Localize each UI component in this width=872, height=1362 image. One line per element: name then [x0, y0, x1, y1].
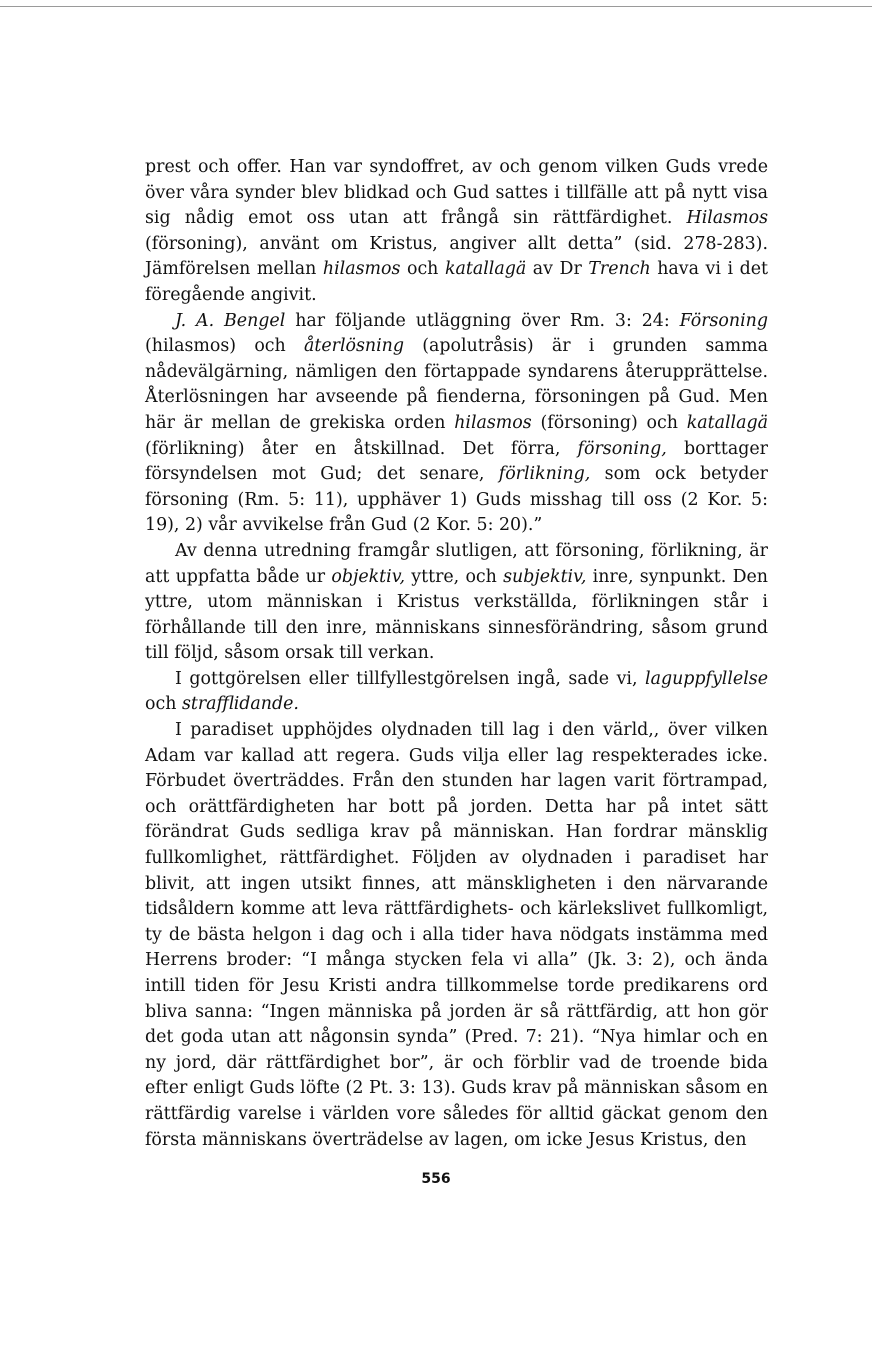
italic-run: förlikning,: [498, 464, 591, 485]
italic-run: hilasmos: [454, 412, 532, 433]
page-number: 556: [421, 1171, 451, 1187]
text-run: (förlikning) åter en åtskillnad. Det förra,: [145, 438, 578, 459]
italic-run: strafflidande.: [181, 694, 299, 715]
paragraph-3: [145, 539, 768, 667]
italic-run: katallagä: [686, 412, 768, 433]
text-run: inre, synpunkt. Den yttre, utom människan i Kristus verkställda, förlikningen står i förhållande till den inre, människans sinnesförändring, såsom grund till följd, såsom orsak till verkan.: [145, 566, 769, 664]
text-run: (försoning), använt om Kristus, angiver allt detta” (sid. 278-283). Jämförelsen mellan: [145, 233, 768, 280]
text-run: I paradiset upphöjdes olydnaden till lag i den värld,, över vilken Adam var kallad att regera. Guds vilja eller lag respekterades icke. Förbudet överträddes. Från den stunden har lagen varit förtrampad, och orättfärdigheten har bott på jorden. Detta har på intet sätt förändrat Guds sedliga krav på människan. Han fordrar mänsklig fullkomlighet, rättfärdighet. Följden av olydnaden i paradiset har blivit, att ingen utsikt finnes, att mänskligheten i den närvarande tidsåldern komme att leva rättfärdighets- och kärlekslivet fullkomligt, ty de bästa helgon i dag och i alla tider hava nödgats instämma med Herrens broder: “I många stycken fela vi alla” (Jk. 3: 2), och ända intill tiden för Jesu Kristi andra tillkommelse torde predikarens ord bliva sanna: “Ingen människa på jorden är så rättfärdig, att hon gör det goda utan att någonsin synda” (Pred. 7: 21). “Nya himlar och en ny jord, där rättfärdighet bor”, är och förblir vad de troende bida efter enligt Guds löfte (2 Pt. 3: 13). Guds krav på människan såsom en rättfärdig varelse i världen vore således för alltid gäckat genom den första människans överträdelse av lagen, om icke Jesus Kristus, den: [145, 720, 768, 1150]
text-run: (försoning) och: [531, 412, 687, 433]
paragraph-5: [145, 718, 768, 1153]
italic-run: subjektiv,: [503, 566, 587, 587]
text-run: (hilasmos) och: [145, 336, 304, 357]
text-run: I gottgörelsen eller tillfyllestgörelsen ingå, sade vi,: [175, 668, 646, 689]
italic-run: återlösning: [303, 336, 404, 357]
text-run: (apolutråsis) är i grunden samma nådevälgärning, nämligen den förtappade syndarens återupprättelse. Återlösningen har avseende på fienderna, försoningen på Gud. Men här är mellan de grekiska orden: [145, 336, 768, 433]
italic-run: katallagä: [444, 259, 527, 280]
text-run: yttre, och: [405, 566, 504, 587]
italic-run: Trench: [588, 259, 651, 280]
italic-run: Försoning: [679, 310, 768, 331]
italic-run: hilasmos: [322, 259, 401, 280]
text-run: som ock betyder försoning (Rm. 5: 11), upphäver 1) Guds misshag till oss (2 Kor. 5: 19), 2) vår avvikelse från Gud (2 Kor. 5: 20).”: [145, 464, 768, 536]
text-run: har följande utläggning över Rm. 3: 24:: [285, 310, 680, 331]
italic-run: försoning,: [577, 438, 667, 459]
italic-run: Hilasmos: [686, 208, 768, 229]
text-run: och: [400, 259, 445, 280]
text-run: av Dr: [526, 259, 589, 280]
text-run: prest och offer. Han var syndoffret, av och genom vilken Guds vrede över våra synder blev blidkad och Gud sattes i tillfälle att på nytt visa sig nådig emot oss utan att frångå sin rättfärdighet.: [145, 157, 768, 229]
paragraph-1: [145, 155, 768, 309]
italic-run: J. A. Bengel: [175, 310, 286, 331]
italic-run: laguppfyllelse: [645, 668, 768, 689]
body-text: [145, 155, 768, 1153]
text-run: Av denna utredning framgår slutligen, att försoning, förlikning, är att uppfatta både ur: [145, 540, 768, 587]
paragraph-4: [145, 667, 768, 718]
paragraph-2: [145, 309, 768, 539]
top-edge-rule: [0, 6, 872, 7]
text-run: borttager försyndelsen mot Gud; det senare,: [145, 438, 768, 485]
text-run: och: [145, 694, 182, 715]
italic-run: objektiv,: [331, 566, 406, 587]
text-run: hava vi i det föregående angivit.: [145, 259, 768, 305]
